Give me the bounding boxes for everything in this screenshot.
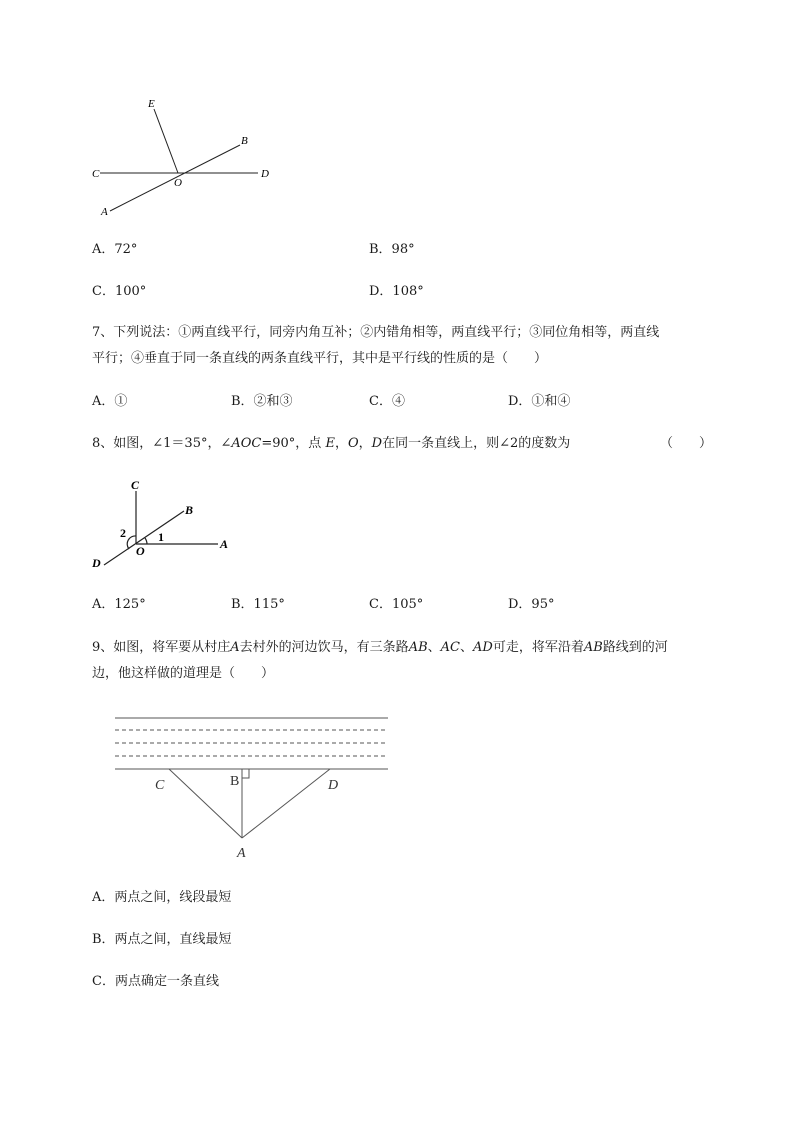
q8-answer-paren: （ ） bbox=[660, 436, 713, 451]
q8-option-c[interactable]: C．105° bbox=[369, 597, 424, 612]
label-a: A bbox=[220, 537, 229, 551]
q9-road-ad: AD bbox=[473, 640, 493, 655]
label-d: D bbox=[261, 168, 269, 180]
q8-stem-prefix: 8、如图，∠1＝35°，∠ bbox=[92, 436, 232, 451]
label-b: B bbox=[241, 135, 248, 147]
label-a: A bbox=[237, 846, 246, 861]
q8-sep-2: ， bbox=[358, 436, 372, 451]
label-o: O bbox=[174, 177, 182, 189]
label-c: C bbox=[131, 478, 140, 492]
q9-option-a[interactable]: A．两点之间，线段最短 bbox=[92, 890, 232, 905]
q9-road-ac: AC bbox=[440, 640, 460, 655]
label-c: C bbox=[92, 168, 100, 180]
label-1: 1 bbox=[158, 530, 164, 544]
q9-option-c[interactable]: C．两点确定一条直线 bbox=[92, 974, 219, 989]
q6-option-a[interactable]: A．72° bbox=[92, 242, 138, 257]
q7-stem-line2: 平行；④垂直于同一条直线的两条直线平行，其中是平行线的性质的是（ ） bbox=[92, 351, 548, 366]
road-ad bbox=[242, 769, 330, 838]
q8-stem-mid: =90°，点 bbox=[261, 436, 322, 451]
figure-q8 bbox=[88, 474, 248, 574]
q9-road-ab: AB bbox=[408, 640, 428, 655]
q9-stem-c: 可走，将军沿着 bbox=[492, 640, 584, 655]
q8-option-a[interactable]: A．125° bbox=[92, 597, 146, 612]
q8-angle-aoc: AOC bbox=[231, 436, 262, 451]
label-d: D bbox=[328, 778, 339, 793]
q9-sep-2: 、 bbox=[460, 640, 474, 655]
q9-village-a: A bbox=[230, 640, 240, 655]
figure-q6 bbox=[88, 92, 288, 222]
q8-sep-1: ， bbox=[334, 436, 348, 451]
q7-option-d[interactable]: D．①和④ bbox=[508, 394, 571, 409]
q9-road-ab-2: AB bbox=[583, 640, 603, 655]
q8-option-b[interactable]: B．115° bbox=[231, 597, 285, 612]
q6-option-d[interactable]: D．108° bbox=[369, 284, 424, 299]
q8-point-o: O bbox=[347, 436, 359, 451]
label-2: 2 bbox=[120, 526, 126, 540]
ray-oe bbox=[154, 109, 178, 173]
q8-stem bbox=[92, 434, 570, 454]
q9-stem-line1 bbox=[92, 638, 668, 658]
label-a: A bbox=[101, 206, 108, 218]
label-c: C bbox=[155, 778, 165, 793]
arc-angle-1 bbox=[145, 538, 147, 544]
q9-stem-b: 去村外的河边饮马，有三条路 bbox=[239, 640, 409, 655]
q7-option-c[interactable]: C．④ bbox=[369, 394, 405, 409]
label-e: E bbox=[148, 98, 155, 110]
q9-sep-1: 、 bbox=[427, 640, 441, 655]
q9-stem-line2: 边，他这样做的道理是（ ） bbox=[92, 666, 275, 681]
q8-stem-suffix: 在同一条直线上，则∠2的度数为 bbox=[382, 436, 571, 451]
label-d: D bbox=[92, 556, 101, 570]
q8-point-d: D bbox=[371, 436, 383, 451]
right-angle-mark bbox=[242, 769, 249, 778]
q7-option-b[interactable]: B．②和③ bbox=[231, 394, 293, 409]
label-b: B bbox=[185, 503, 194, 517]
q9-stem-a: 9、如图，将军要从村庄 bbox=[92, 640, 231, 655]
q9-option-b[interactable]: B．两点之间，直线最短 bbox=[92, 932, 232, 947]
label-b: B bbox=[230, 774, 240, 789]
q6-option-b[interactable]: B．98° bbox=[369, 242, 415, 257]
q8-option-d[interactable]: D．95° bbox=[508, 597, 555, 612]
q6-option-c[interactable]: C．100° bbox=[92, 284, 147, 299]
q8-point-e: E bbox=[325, 436, 335, 451]
label-o: O bbox=[136, 544, 145, 558]
figure-q9 bbox=[110, 710, 394, 866]
q7-option-a[interactable]: A．① bbox=[92, 394, 128, 409]
q9-stem-d: 路线到的河 bbox=[602, 640, 668, 655]
q7-stem-line1: 7、下列说法：①两直线平行，同旁内角互补；②内错角相等，两直线平行；③同位角相等，两直线 bbox=[92, 325, 660, 340]
